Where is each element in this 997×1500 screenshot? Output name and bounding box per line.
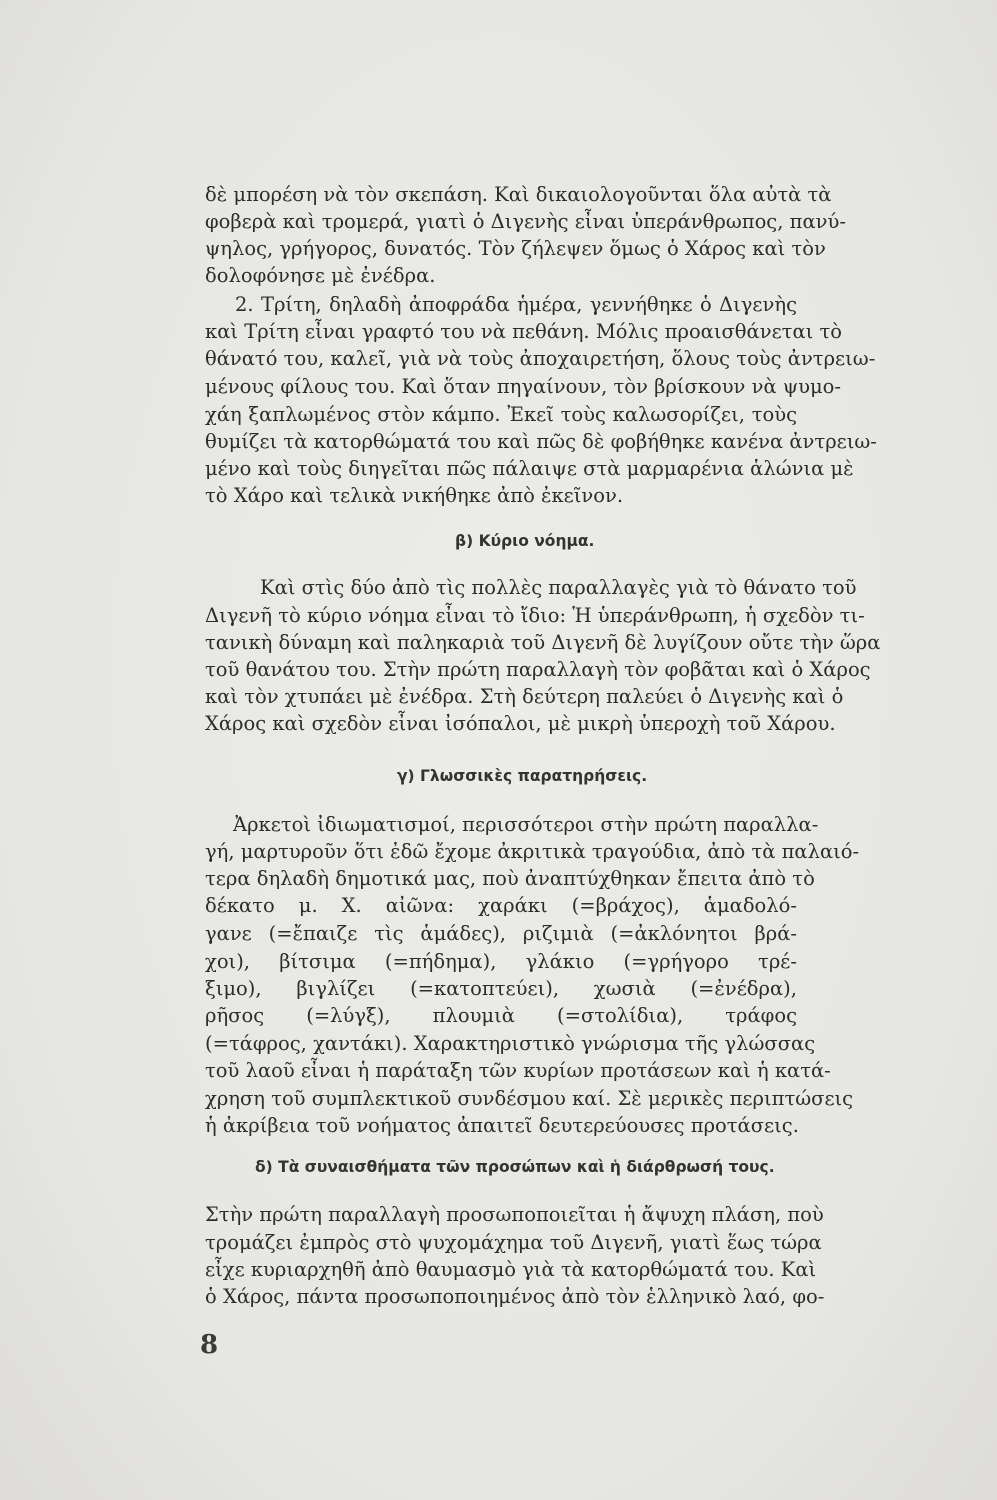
- text-line: μένους φίλους του. Καὶ ὅταν πηγαίνουν, τὸν βρίσκουν νὰ ψυμο-: [205, 375, 841, 398]
- text-line: ὁ Χάρος, πάντα προσωποποιημένος ἀπὸ τὸν ἑλληνικὸ λαό, φο-: [205, 1285, 825, 1308]
- text-line: φοβερὰ καὶ τρομερά, γιατὶ ὁ Διγενὴς εἶναι ὑπεράνθρωπος, πανύ-: [205, 210, 846, 233]
- text-line: τοῦ θανάτου του. Στὴν πρώτη παραλλαγὴ τὸν φοβᾶται καὶ ὁ Χάρος: [205, 658, 871, 681]
- text-line: δολοφόνησε μὲ ἐνέδρα.: [205, 264, 436, 287]
- text-line: δὲ μπορέση νὰ τὸν σκεπάση. Καὶ δικαιολογοῦνται ὅλα αὐτὰ τὰ: [205, 183, 832, 206]
- section-heading-linguistic-notes: γ) Γλωσσικὲς παρατηρήσεις.: [397, 767, 648, 785]
- text-line: ἡ ἀκρίβεια τοῦ νοήματος ἀπαιτεῖ δευτερεύουσες προτάσεις.: [205, 1114, 799, 1137]
- section-heading-feelings: δ) Τὰ συναισθήματα τῶν προσώπων καὶ ἡ διάρθρωσή τους.: [255, 1158, 775, 1176]
- text-line: Χάρος καὶ σχεδὸν εἶναι ἰσόπαλοι, μὲ μικρὴ ὑπεροχὴ τοῦ Χάρου.: [205, 712, 836, 735]
- page-number: 8: [200, 1330, 219, 1360]
- text-line: 2. Τρίτη, δηλαδὴ ἀποφράδα ἡμέρα, γεννήθηκε ὁ Διγενὴς: [235, 293, 797, 316]
- text-line: χάη ξαπλωμένος στὸν κάμπο. Ἐκεῖ τοὺς καλωσορίζει, τοὺς: [205, 403, 797, 426]
- text-line: τερα δηλαδὴ δημοτικά μας, ποὺ ἀναπτύχθηκαν ἔπειτα ἀπὸ τὸ: [205, 867, 815, 890]
- text-line: χοι), βίτσιμα (=πήδημα), γλάκιο (=γρήγορο τρέ-: [205, 950, 797, 973]
- text-line: θυμίζει τὰ κατορθώματά του καὶ πῶς δὲ φοβήθηκε κανένα ἀντρειω-: [205, 430, 877, 453]
- text-line: καὶ Τρίτη εἶναι γραφτό του νὰ πεθάνη. Μόλις προαισθάνεται τὸ: [205, 320, 842, 343]
- text-line: ψηλος, γρήγορος, δυνατός. Τὸν ζήλεψεν ὅμως ὁ Χάρος καὶ τὸν: [205, 237, 826, 260]
- text-line: τοῦ λαοῦ εἶναι ἡ παράταξη τῶν κυρίων προτάσεων καὶ ἡ κατά-: [205, 1059, 831, 1082]
- text-line: μένο καὶ τοὺς διηγεῖται πῶς πάλαιψε στὰ μαρμαρένια ἁλώνια μὲ: [205, 457, 854, 480]
- text-line: εἶχε κυριαρχηθῆ ἀπὸ θαυμασμὸ γιὰ τὰ κατορθώματά του. Καὶ: [205, 1258, 817, 1281]
- text-line: γανε (=ἔπαιζε τὶς ἁμάδες), ριζιμιὰ (=ἀκλόνητοι βρά-: [205, 922, 797, 945]
- text-line: (=τάφρος, χαντάκι). Χαρακτηριστικὸ γνώρισμα τῆς γλώσσας: [205, 1032, 816, 1055]
- text-line: Καὶ στὶς δύο ἀπὸ τὶς πολλὲς παραλλαγὲς γιὰ τὸ θάνατο τοῦ: [260, 576, 857, 599]
- text-line: Διγενῆ τὸ κύριο νόημα εἶναι τὸ ἴδιο: Ἡ ὑπεράνθρωπη, ἡ σχεδὸν τι-: [205, 604, 865, 627]
- text-line: ξιμο), βιγλίζει (=κατοπτεύει), χωσιὰ (=ἐνέδρα),: [205, 977, 797, 1000]
- text-line: καὶ τὸν χτυπάει μὲ ἐνέδρα. Στὴ δεύτερη παλεύει ὁ Διγενὴς καὶ ὁ: [205, 685, 844, 708]
- text-line: τανικὴ δύναμη καὶ παληκαριὰ τοῦ Διγενῆ δὲ λυγίζουν οὔτε τὴν ὥρα: [205, 631, 881, 654]
- section-heading-main-meaning: β) Κύριο νόημα.: [455, 532, 595, 550]
- text-line: θάνατό του, καλεῖ, γιὰ νὰ τοὺς ἀποχαιρετήση, ὅλους τοὺς ἀντρειω-: [205, 347, 876, 370]
- text-line: Ἀρκετοὶ ἰδιωματισμοί, περισσότεροι στὴν πρώτη παραλλα-: [233, 813, 819, 836]
- text-line: Στὴν πρώτη παραλλαγὴ προσωποποιεῖται ἡ ἄψυχη πλάση, ποὺ: [205, 1203, 824, 1226]
- text-line: δέκατο μ. Χ. αἰῶνα: χαράκι (=βράχος), ἁμαδολό-: [205, 894, 797, 917]
- text-line: γή, μαρτυροῦν ὅτι ἐδῶ ἔχομε ἀκριτικὰ τραγούδια, ἀπὸ τὰ παλαιό-: [205, 840, 860, 863]
- text-line: ρῆσος (=λύγξ), πλουμιὰ (=στολίδια), τράφος: [205, 1004, 797, 1027]
- text-line: τρομάζει ἐμπρὸς στὸ ψυχομάχημα τοῦ Διγενῆ, γιατὶ ἕως τώρα: [205, 1231, 822, 1254]
- text-line: τὸ Χάρο καὶ τελικὰ νικήθηκε ἀπὸ ἐκεῖνον.: [205, 484, 624, 507]
- text-line: χρηση τοῦ συμπλεκτικοῦ συνδέσμου καί. Σὲ μερικὲς περιπτώσεις: [205, 1087, 854, 1110]
